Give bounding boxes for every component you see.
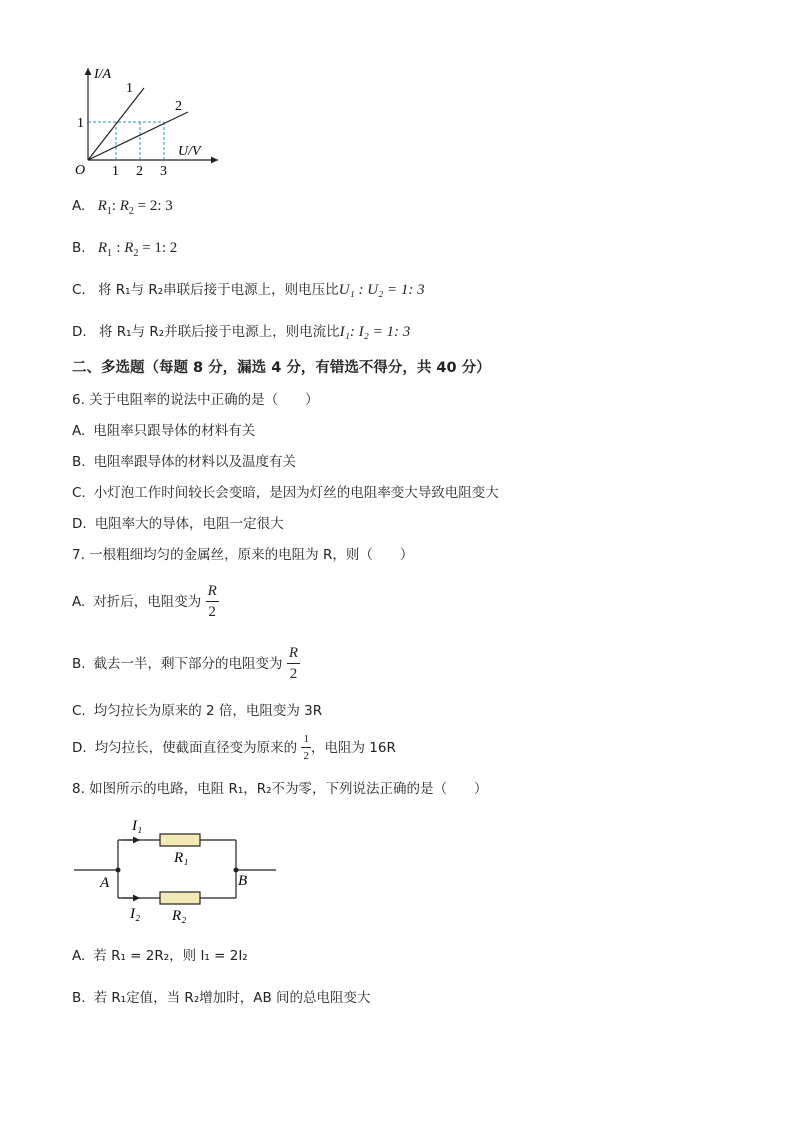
q7-stem: 7. 一根粗细均匀的金属丝，原来的电阻为 R，则（ ）	[72, 547, 414, 563]
label-i1: I₁	[132, 818, 143, 834]
q6-option-c[interactable]: C. 小灯泡工作时间较长会变暗，是因为灯丝的电阻率变大导致电阻变大	[72, 485, 499, 501]
q7-option-a[interactable]: A. 对折后，电阻变为 $\frac{R}{2}$	[72, 583, 217, 620]
line2-label: 2	[175, 99, 182, 114]
resistor-r1	[160, 834, 200, 846]
q5-option-c[interactable]: C. 将 R₁与 R₂串联后接于电源上，则电压比U₁ : U₂ = 1: 3	[72, 282, 425, 298]
q6-option-b[interactable]: B. 电阻率跟导体的材料以及温度有关	[72, 454, 297, 470]
q8-stem: 8. 如图所示的电路，电阻 R₁，R₂不为零，下列说法正确的是（ ）	[72, 781, 488, 797]
x-tick-2: 2	[136, 164, 143, 179]
parallel-circuit	[70, 812, 280, 932]
graph-line-2	[88, 112, 188, 160]
q7-option-c[interactable]: C. 均匀拉长为原来的 2 倍，电阻变为 3R	[72, 703, 323, 719]
origin-label: O	[75, 163, 86, 178]
resistor-r2	[160, 892, 200, 904]
label-i2: I₂	[130, 906, 141, 922]
q7-option-d[interactable]: D. 均匀拉长，使截面直径变为原来的 $\frac{1}{2}$ ，电阻为 16R	[72, 733, 396, 762]
q8-option-a[interactable]: A. 若 R₁ = 2R₂，则 I₁ = 2I₂	[72, 948, 248, 964]
label-b: B	[238, 873, 248, 889]
label-a: A	[100, 875, 110, 891]
q6-stem: 6. 关于电阻率的说法中正确的是（ ）	[72, 392, 319, 408]
y-axis-label: I/A	[94, 67, 112, 82]
iu-graph	[70, 62, 220, 182]
q5-option-a[interactable]: A. $R_1$ : $R_2 = 2$: 3	[72, 198, 173, 217]
label-r1: R₁	[174, 850, 189, 866]
q5-option-d-eq: I₁: I₂ = 1: 3	[339, 324, 411, 340]
x-tick-1: 1	[112, 164, 119, 179]
fraction-r-over-2: $\frac{R}{2}$	[288, 645, 299, 682]
x-axis-label: U/V	[178, 144, 201, 159]
q7-option-b[interactable]: B. 截去一半，剩下部分的电阻变为 $\frac{R}{2}$	[72, 645, 299, 682]
q5-option-c-eq: U₁ : U₂ = 1: 3	[338, 282, 425, 298]
line1-label: 1	[126, 81, 133, 96]
y-tick-1: 1	[77, 116, 84, 131]
q5-option-d[interactable]: D. 将 R₁与 R₂并联后接于电源上，则电流比I₁: I₂ = 1: 3	[72, 324, 411, 340]
q8-option-b[interactable]: B. 若 R₁定值，当 R₂增加时，AB 间的总电阻变大	[72, 990, 371, 1006]
q5-option-b[interactable]: B. $R_1$ : $R_2 = 1$: 2	[72, 240, 178, 259]
section-heading: 二、多选题（每题 8 分，漏选 4 分，有错选不得分，共 40 分）	[72, 360, 491, 376]
q6-option-d[interactable]: D. 电阻率大的导体，电阻一定很大	[72, 516, 284, 532]
fraction-r-over-2: $\frac{R}{2}$	[207, 583, 217, 620]
node-b	[234, 868, 239, 873]
q6-option-a[interactable]: A. 电阻率只跟导体的材料有关	[72, 423, 256, 439]
label-r2: R₂	[172, 908, 187, 924]
node-a	[116, 868, 121, 873]
fraction-1-over-2: $\frac{1}{2}$	[303, 733, 309, 762]
x-tick-3: 3	[160, 164, 167, 179]
